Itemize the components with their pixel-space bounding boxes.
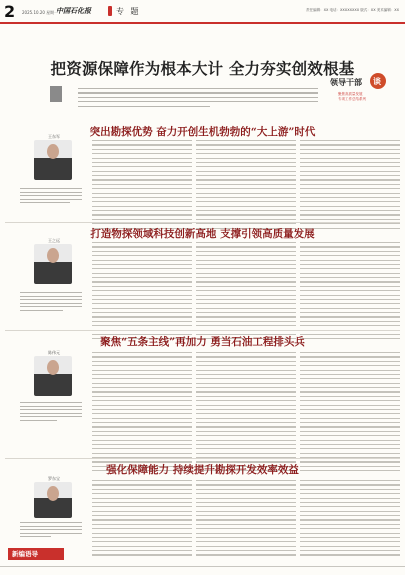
section-label: 专 题: [116, 7, 141, 16]
page-headline: 把资源保障作为根本大计 全力夯实创效根基: [50, 60, 355, 78]
author-name-3: 陈伟元: [48, 350, 60, 355]
section-title-4: 强化保障能力 持续提升勘探开发效率效益: [106, 464, 299, 476]
logo-subtitle: [338, 92, 366, 101]
section-title-1: 突出勘探优势 奋力开创生机勃勃的“大上游”时代: [89, 126, 316, 138]
caption-2: [20, 292, 82, 314]
masthead: 中国石化报: [56, 6, 91, 15]
footer-text: [0, 566, 405, 573]
section-3-column-3: [300, 352, 400, 475]
author-name-2: 王之远: [48, 238, 60, 243]
caption-4: [20, 522, 82, 540]
portrait-photo-2: [34, 244, 72, 284]
section-marker: [108, 6, 112, 16]
section-divider-3: [5, 458, 400, 459]
page-number: 2: [4, 2, 16, 21]
caption-1: [20, 188, 82, 206]
issue-date: 2025.10.20 星期一: [22, 10, 59, 15]
intro-text: [78, 88, 318, 116]
section-divider-1: [5, 222, 400, 223]
author-name-1: 王东军: [48, 134, 60, 139]
author-name-4: 罗东宝: [48, 476, 60, 481]
section-3-column-1: [92, 352, 192, 475]
section-1-column-2: [196, 140, 296, 232]
section-2-column-1: [92, 242, 192, 343]
bottom-label: 新编语导: [12, 550, 38, 558]
logo-title: 领导干部: [330, 78, 362, 87]
section-2-column-2: [196, 242, 296, 343]
section-4-column-1: [92, 480, 192, 559]
portrait-photo-1: [34, 140, 72, 180]
logo-subtitle-line2: 专项工作总结系列: [338, 96, 366, 101]
caption-3: [20, 402, 82, 424]
editors-line: 责任编辑：XX 电话：XXXXXXXX 版式：XX 美术编辑：XX: [306, 8, 399, 12]
logo-subtitle-line1: 聚焦高质量发展: [338, 92, 363, 96]
section-1-column-1: [92, 140, 192, 232]
section-title-2: 打造物探领域科技创新高地 支撑引领高质量发展: [90, 228, 315, 240]
logo-badge-text: 谈: [373, 77, 381, 86]
section-3-column-2: [196, 352, 296, 475]
section-title-3: 聚焦“五条主线”再加力 勇当石油工程排头兵: [100, 336, 305, 348]
section-4-column-2: [196, 480, 296, 559]
header-rule: [0, 22, 405, 24]
portrait-photo-3: [34, 356, 72, 396]
section-divider-2: [5, 330, 400, 331]
portrait-photo-4: [34, 482, 72, 518]
section-2-column-3: [300, 242, 400, 343]
intro-image: [50, 86, 62, 102]
section-1-column-3: [300, 140, 400, 232]
section-4-column-3: [300, 480, 400, 559]
